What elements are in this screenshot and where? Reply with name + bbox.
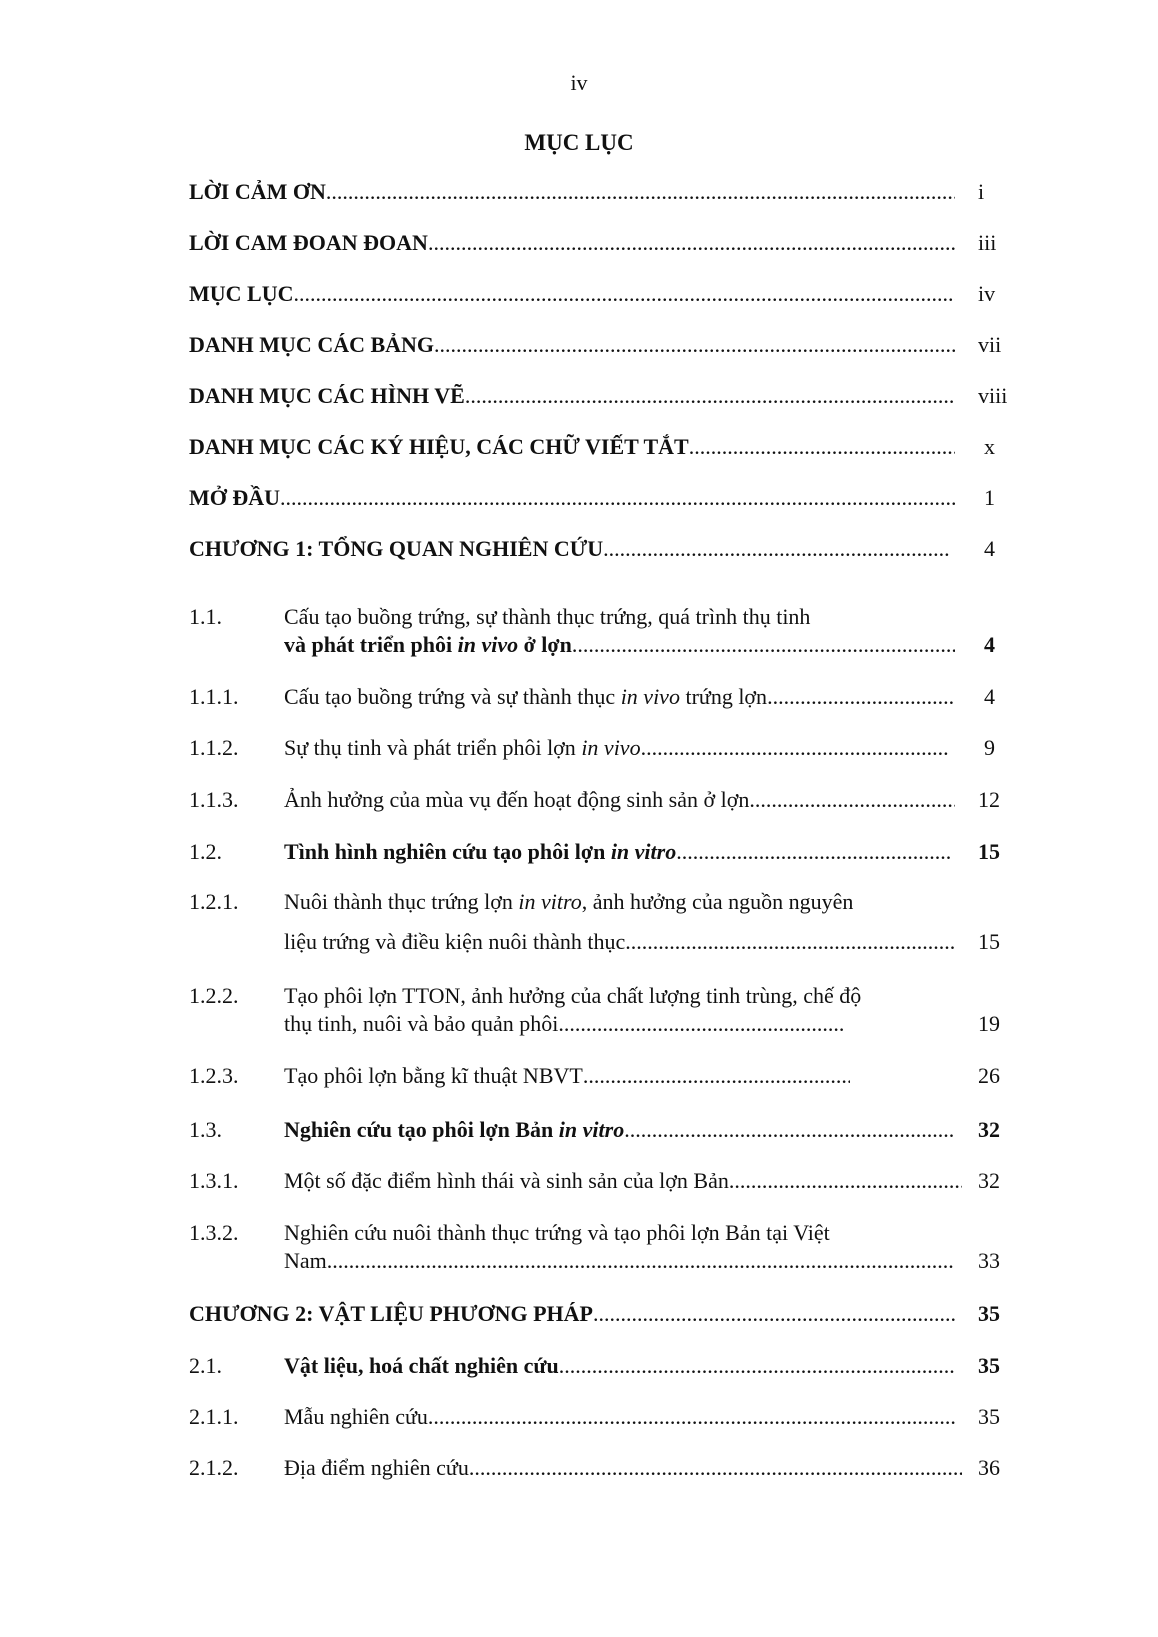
toc-entry-list-of-tables[interactable]: DANH MỤC CÁC BẢNG ..... vii [0,331,1158,361]
page-ref: 32 [978,1117,1000,1142]
toc-entry-1-3-1[interactable]: 1.3.1. Một số đặc điểm hình thái và sinh sản của lợn Bản ..... 32 [0,1167,1158,1197]
entry-title-line-1: Nuôi thành thục trứng lợn in vitro, ảnh hưởng của nguồn nguyên [284,889,854,914]
toc-entry-abbreviations[interactable]: DANH MỤC CÁC KÝ HIỆU, CÁC CHỮ VIẾT TẮT ..... x [0,433,1158,463]
page-ref: 35 [978,1301,1000,1326]
page-title: MỤC LỤC [524,130,634,155]
page-ref: 36 [978,1455,1000,1480]
page-ref: viii [978,383,1008,408]
toc-entry-1-1-1[interactable]: 1.1.1. Cấu tạo buồng trứng và sự thành thục in vivo trứng lợn ..... 4 [0,683,1158,713]
entry-title-line-2: và phát triển phôi in vivo ở lợn [284,632,572,657]
dot-leader [593,1300,955,1328]
section-number: 1.1.2. [189,735,239,760]
toc-entry-1-2-1[interactable] [0,888,1158,960]
section-number: 2.1.2. [189,1455,239,1480]
section-number: 1.3.1. [189,1168,239,1193]
toc-entry-1-1[interactable] [0,603,1158,661]
toc-entry-list-of-figures[interactable]: DANH MỤC CÁC HÌNH VẼ ..... viii [0,382,1158,412]
page-ref: 35 [978,1404,1000,1429]
toc-entry-2-1[interactable]: 2.1. Vật liệu, hoá chất nghiên cứu ..... 35 [0,1352,1158,1382]
dot-leader [428,229,955,257]
section-number: 1.2.2. [189,983,239,1008]
dot-leader [676,838,951,866]
page-ref: 35 [978,1353,1000,1378]
dot-leader [729,1167,962,1195]
toc-entry-2-1-1[interactable]: 2.1.1. Mẫu nghiên cứu ..... 35 [0,1403,1158,1433]
dot-leader [641,734,948,762]
section-number: 2.1. [189,1353,222,1378]
toc-entry-introduction[interactable]: MỞ ĐẦU ..... 1 [0,484,1158,514]
entry-title-line-2: thụ tinh, nuôi và bảo quản phôi [284,1011,559,1036]
dot-leader [326,178,955,206]
page-ref: 4 [984,632,995,657]
toc-entry-2-1-2[interactable]: 2.1.2. Địa điểm nghiên cứu ..... 36 [0,1454,1158,1484]
dot-leader [572,631,955,659]
toc-entry-1-2-3[interactable]: 1.2.3. Tạo phôi lợn bằng kĩ thuật NBVT ..... 26 [0,1062,1158,1092]
entry-title-line-2: liệu trứng và điều kiện nuôi thành thục [284,929,626,954]
section-number: 1.3. [189,1117,222,1142]
toc-entry-1-1-3[interactable]: 1.1.3. Ảnh hưởng của mùa vụ đến hoạt động sinh sản ở lợn ..... 12 [0,786,1158,816]
page-ref: 12 [978,787,1000,812]
section-number: 1.1. [189,604,222,629]
section-number: 1.2.1. [189,889,239,914]
toc-entry-chapter-1[interactable]: CHƯƠNG 1: TỔNG QUAN NGHIÊN CỨU ..... 4 [0,535,1158,565]
page-ref: i [978,179,985,204]
page-ref: x [984,434,995,459]
dot-leader [624,1116,955,1144]
dot-leader [767,683,955,711]
dot-leader [428,1403,955,1431]
dot-leader [749,786,955,814]
section-number: 1.2.3. [189,1063,239,1088]
toc-entry-1-3-2[interactable] [0,1219,1158,1279]
page-ref: 15 [978,839,1000,864]
section-number: 1.3.2. [189,1220,239,1245]
toc-entry-contents[interactable]: MỤC LỤC ..... iv [0,280,1158,310]
page-ref: 32 [978,1168,1000,1193]
page-ref: 4 [984,684,995,709]
entry-title-line-2: Nam [284,1248,327,1273]
toc-entry-chapter-2[interactable]: CHƯƠNG 2: VẬT LIỆU PHƯƠNG PHÁP ..... 35 [0,1300,1158,1330]
entry-title-line-1: Cấu tạo buồng trứng, sự thành thục trứng, quá trình thụ tinh [284,604,811,629]
page-ref: iii [978,230,997,255]
page-ref: 26 [978,1063,1000,1088]
page-number: iv [570,70,588,95]
toc-entry-1-3[interactable]: 1.3. Nghiên cứu tạo phôi lợn Bản in vitro ..... 32 [0,1116,1158,1146]
toc-entry-1-1-2[interactable]: 1.1.2. Sự thụ tinh và phát triển phôi lợn in vivo ..... 9 [0,734,1158,764]
page-ref: iv [978,281,996,306]
dot-leader [465,382,955,410]
page-ref: 1 [984,485,995,510]
dot-leader [689,433,955,461]
dot-leader [603,535,949,563]
page-ref: 19 [978,1011,1000,1036]
dot-leader [469,1454,962,1482]
dot-leader [327,1247,955,1275]
dot-leader [558,1010,844,1038]
toc-entry-1-2-2[interactable] [0,982,1158,1042]
page-ref: 15 [978,929,1000,954]
section-number: 1.2. [189,839,222,864]
toc-entry-acknowledgement[interactable]: LỜI CẢM ƠN ..... i [0,178,1158,208]
entry-title-line-1: Nghiên cứu nuôi thành thục trứng và tạo phôi lợn Bản tại Việt [284,1220,830,1245]
page-ref: 4 [984,536,995,561]
section-number: 1.1.1. [189,684,239,709]
toc-entry-1-2[interactable]: 1.2. Tình hình nghiên cứu tạo phôi lợn in vitro ..... 15 [0,838,1158,868]
dot-leader [280,484,955,512]
dot-leader [559,1352,955,1380]
dot-leader [434,331,955,359]
section-number: 2.1.1. [189,1404,239,1429]
page-ref: vii [978,332,1002,357]
dot-leader [583,1062,850,1090]
page-ref: 9 [984,735,995,760]
section-number: 1.1.3. [189,787,239,812]
dot-leader [294,280,956,308]
page-ref: 33 [978,1248,1000,1273]
entry-title-line-1: Tạo phôi lợn TTON, ảnh hưởng của chất lượng tinh trùng, chế độ [284,983,862,1008]
dot-leader [625,928,955,956]
toc-entry-declaration[interactable]: LỜI CAM ĐOAN ĐOAN ..... iii [0,229,1158,259]
